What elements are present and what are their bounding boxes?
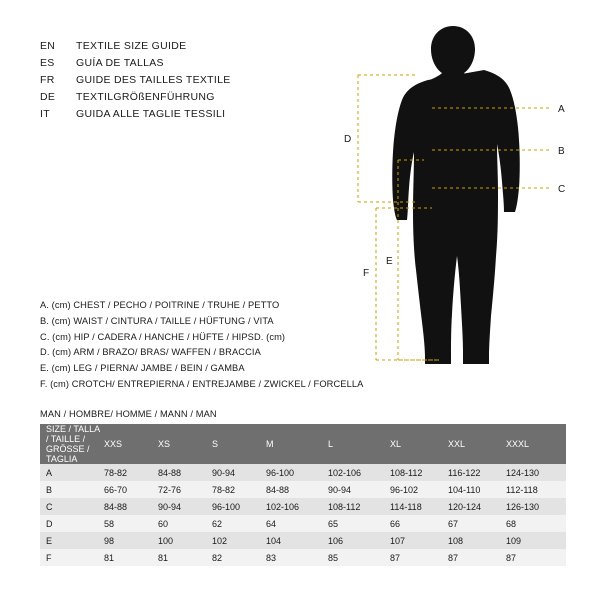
row-label: D — [46, 518, 53, 529]
header-xxxl: XXXL — [506, 424, 566, 464]
language-row-fr — [40, 72, 231, 89]
cell: 90-94 — [328, 484, 352, 495]
legend-line-b: B. (cm) WAIST / CINTURA / TAILLE / HÜFTUNG / VITA — [40, 315, 274, 326]
cell: 87 — [506, 552, 517, 563]
row-label: E — [46, 535, 53, 546]
header-s: S — [212, 424, 266, 464]
cell: 90-94 — [212, 467, 236, 478]
language-code-fr: FR — [40, 74, 55, 86]
size-table-wrapper — [40, 424, 560, 566]
cell: 102-106 — [328, 467, 362, 478]
legend-audience: MAN / HOMBRE/ HOMME / MANN / MAN — [40, 408, 217, 419]
header-m: M — [266, 424, 328, 464]
size-table — [40, 424, 566, 566]
language-row-en — [40, 38, 231, 55]
cell: 114-118 — [390, 501, 422, 512]
cell: 96-100 — [266, 467, 295, 478]
cell: 108 — [448, 535, 464, 546]
cell: 120-124 — [448, 501, 482, 512]
cell: 67 — [448, 518, 459, 529]
cell: 102 — [212, 535, 228, 546]
cell: 81 — [158, 552, 169, 563]
measurement-legend — [40, 298, 363, 423]
language-title-block — [40, 38, 231, 123]
legend-line-e: E. (cm) LEG / PIERNA/ JAMBE / BEIN / GAMBA — [40, 363, 245, 374]
cell: 85 — [328, 552, 339, 563]
legend-line-d: D. (cm) ARM / BRAZO/ BRAS/ WAFFEN / BRACCIA — [40, 347, 261, 358]
marker-label-b: B — [558, 146, 565, 157]
language-title-en: TEXTILE SIZE GUIDE — [76, 40, 187, 52]
language-row-it — [40, 106, 231, 123]
cell: 96-100 — [212, 501, 241, 512]
table-row — [40, 549, 566, 566]
row-label: B — [46, 484, 53, 495]
measurement-figure — [320, 20, 590, 400]
cell: 58 — [104, 518, 115, 529]
cell: 72-76 — [158, 484, 182, 495]
cell: 108-112 — [390, 467, 423, 478]
row-label: A — [46, 467, 53, 478]
cell: 100 — [158, 535, 174, 546]
language-title-es: GUÍA DE TALLAS — [76, 57, 164, 69]
cell: 90-94 — [158, 501, 182, 512]
header-size: SIZE / TALLA / TAILLE / GRÖSSE / TAGLIA — [40, 424, 104, 464]
cell: 81 — [104, 552, 115, 563]
cell: 64 — [266, 518, 277, 529]
cell: 62 — [212, 518, 223, 529]
cell: 104 — [266, 535, 282, 546]
male-silhouette-icon — [392, 26, 520, 364]
cell: 107 — [390, 535, 406, 546]
cell: 126-130 — [506, 501, 540, 512]
table-row — [40, 532, 566, 549]
table-header-row — [40, 424, 566, 464]
cell: 104-110 — [448, 484, 481, 495]
cell: 112-118 — [506, 484, 538, 495]
legend-line-f: F. (cm) CROTCH/ ENTREPIERNA / ENTREJAMBE / ZWICKEL / FORCELLA — [40, 378, 364, 389]
cell: 78-82 — [212, 484, 236, 495]
cell: 68 — [506, 518, 517, 529]
cell: 83 — [266, 552, 277, 563]
marker-label-e: E — [386, 256, 393, 267]
silhouette-diagram — [320, 20, 590, 400]
language-code-es: ES — [40, 57, 55, 69]
size-table-body — [40, 464, 566, 566]
cell: 98 — [104, 535, 115, 546]
table-row — [40, 481, 566, 498]
cell: 84-88 — [104, 501, 128, 512]
marker-label-f: F — [363, 268, 370, 279]
cell: 60 — [158, 518, 169, 529]
marker-label-a: A — [558, 104, 565, 115]
language-code-de: DE — [40, 91, 56, 103]
language-title-de: TEXTILGRÖßENFÜHRUNG — [76, 91, 215, 103]
row-label: F — [46, 552, 52, 563]
marker-label-c: C — [558, 184, 566, 195]
header-xxl: XXL — [448, 424, 506, 464]
cell: 124-130 — [506, 467, 540, 478]
language-title-it: GUIDA ALLE TAGLIE TESSILI — [76, 108, 226, 120]
cell: 106 — [328, 535, 344, 546]
language-row-de — [40, 89, 231, 106]
table-row — [40, 498, 566, 515]
cell: 87 — [390, 552, 401, 563]
cell: 78-82 — [104, 467, 128, 478]
cell: 96-102 — [390, 484, 419, 495]
language-code-en: EN — [40, 40, 56, 52]
header-l: L — [328, 424, 390, 464]
marker-label-d: D — [344, 134, 352, 145]
language-title-fr: GUIDE DES TAILLES TEXTILE — [76, 74, 231, 86]
table-row — [40, 515, 566, 532]
table-row — [40, 464, 566, 481]
cell: 84-88 — [158, 467, 182, 478]
header-xs: XS — [158, 424, 212, 464]
header-xl: XL — [390, 424, 448, 464]
cell: 84-88 — [266, 484, 290, 495]
legend-line-a: A. (cm) CHEST / PECHO / POITRINE / TRUHE / PETTO — [40, 300, 280, 310]
cell: 109 — [506, 535, 522, 546]
language-row-es — [40, 55, 231, 72]
header-xxs: XXS — [104, 424, 158, 464]
cell: 66 — [390, 518, 401, 529]
cell: 65 — [328, 518, 339, 529]
cell: 116-122 — [448, 467, 481, 478]
row-label: C — [46, 501, 53, 512]
cell: 66-70 — [104, 484, 128, 495]
cell: 108-112 — [328, 501, 361, 512]
size-table-head — [40, 424, 566, 464]
language-code-it: IT — [40, 108, 50, 120]
cell: 102-106 — [266, 501, 300, 512]
cell: 82 — [212, 552, 223, 563]
legend-line-c: C. (cm) HIP / CADERA / HANCHE / HÜFTE / HIPSD. (cm) — [40, 331, 286, 342]
cell: 87 — [448, 552, 459, 563]
